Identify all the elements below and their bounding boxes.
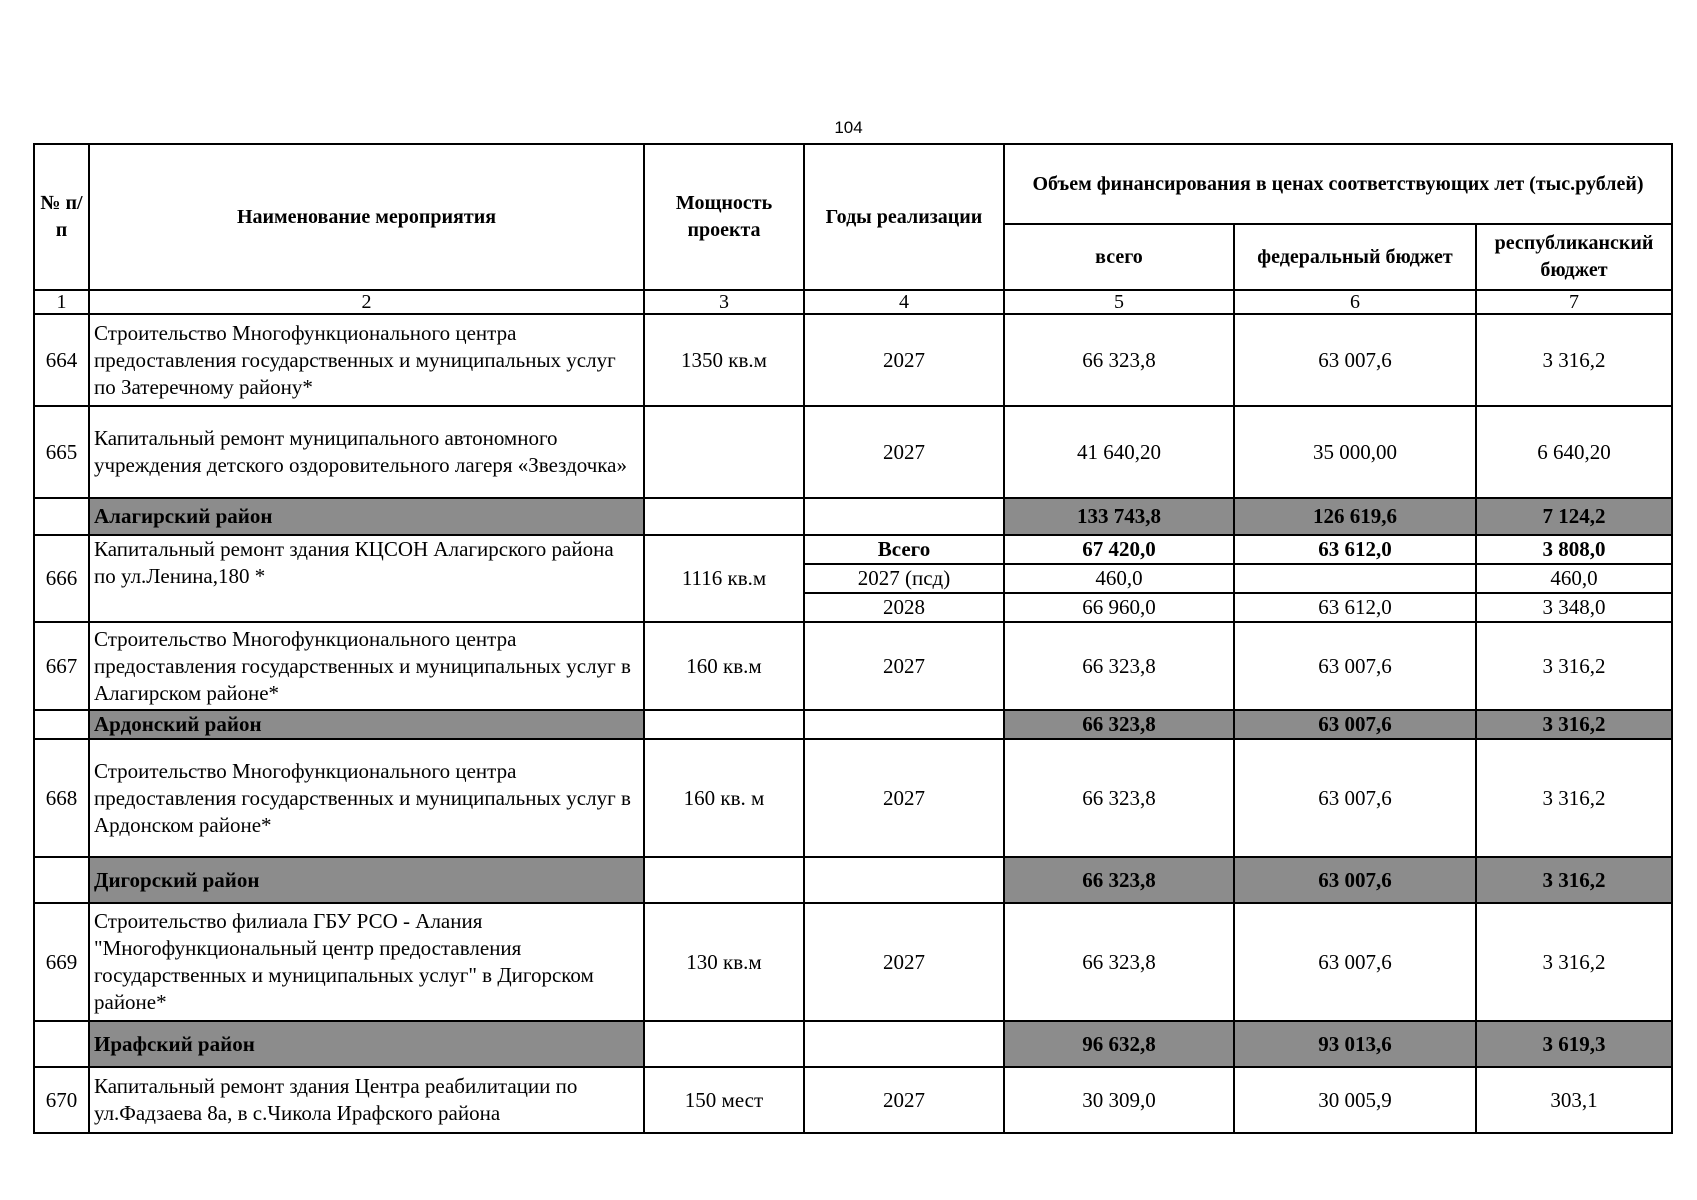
section-federal: 63 007,6 <box>1234 710 1476 739</box>
section-empty <box>644 498 804 535</box>
row-year: Всего <box>804 535 1004 564</box>
row-federal: 63 007,6 <box>1234 314 1476 406</box>
section-total: 66 323,8 <box>1004 710 1234 739</box>
row-year: 2027 <box>804 739 1004 857</box>
index-cell: 7 <box>1476 290 1672 314</box>
section-empty <box>804 498 1004 535</box>
row-republic: 3 808,0 <box>1476 535 1672 564</box>
row-power: 1116 кв.м <box>644 535 804 622</box>
row-name: Строительство Многофункционального центра предоставления государственных и муниципальных услуг по Затеречному району* <box>89 314 644 406</box>
row-number: 669 <box>34 903 89 1021</box>
row-republic: 6 640,20 <box>1476 406 1672 498</box>
row-name: Капитальный ремонт здания КЦСОН Алагирского района по ул.Ленина,180 * <box>89 535 644 622</box>
row-total: 66 323,8 <box>1004 622 1234 710</box>
row-year: 2027 <box>804 903 1004 1021</box>
section-empty <box>644 710 804 739</box>
table-row <box>34 739 1672 857</box>
index-cell: 6 <box>1234 290 1476 314</box>
row-year: 2027 <box>804 314 1004 406</box>
section-republic: 7 124,2 <box>1476 498 1672 535</box>
row-federal: 63 007,6 <box>1234 903 1476 1021</box>
row-number: 665 <box>34 406 89 498</box>
section-row-alagir <box>34 498 1672 535</box>
header-federal: федеральный бюджет <box>1234 224 1476 290</box>
section-federal: 63 007,6 <box>1234 857 1476 903</box>
index-cell: 3 <box>644 290 804 314</box>
row-name: Капитальный ремонт муниципального автономного учреждения детского оздоровительного лагеря «Звездочка» <box>89 406 644 498</box>
row-number: 667 <box>34 622 89 710</box>
section-republic: 3 619,3 <box>1476 1021 1672 1067</box>
section-total: 133 743,8 <box>1004 498 1234 535</box>
header-years: Годы реализации <box>804 144 1004 290</box>
section-empty <box>804 710 1004 739</box>
row-power: 160 кв.м <box>644 622 804 710</box>
table-row <box>34 622 1672 710</box>
row-total: 67 420,0 <box>1004 535 1234 564</box>
section-row-iraf <box>34 1021 1672 1067</box>
section-name: Дигорский район <box>89 857 644 903</box>
row-total: 66 323,8 <box>1004 903 1234 1021</box>
section-name: Ардонский район <box>89 710 644 739</box>
row-total: 66 323,8 <box>1004 739 1234 857</box>
section-name: Алагирский район <box>89 498 644 535</box>
row-power <box>644 406 804 498</box>
section-empty <box>34 710 89 739</box>
row-federal: 63 007,6 <box>1234 739 1476 857</box>
row-federal: 63 612,0 <box>1234 535 1476 564</box>
index-row <box>34 290 1672 314</box>
row-number: 664 <box>34 314 89 406</box>
row-republic: 3 316,2 <box>1476 739 1672 857</box>
header-funding: Объем финансирования в ценах соответствующих лет (тыс.рублей) <box>1004 144 1672 224</box>
row-power: 1350 кв.м <box>644 314 804 406</box>
header-total: всего <box>1004 224 1234 290</box>
row-total: 30 309,0 <box>1004 1067 1234 1133</box>
funding-table <box>33 143 1673 1134</box>
row-number: 670 <box>34 1067 89 1133</box>
row-name: Строительство филиала ГБУ РСО - Алания "Многофункциональный центр предоставления государственных и муниципальных услуг" в Дигорском районе* <box>89 903 644 1021</box>
row-republic: 303,1 <box>1476 1067 1672 1133</box>
row-year: 2027 <box>804 622 1004 710</box>
section-total: 96 632,8 <box>1004 1021 1234 1067</box>
row-year: 2028 <box>804 593 1004 622</box>
row-name: Строительство Многофункционального центра предоставления государственных и муниципальных услуг в Алагирском районе* <box>89 622 644 710</box>
row-total: 66 960,0 <box>1004 593 1234 622</box>
row-year: 2027 (псд) <box>804 564 1004 593</box>
row-year: 2027 <box>804 406 1004 498</box>
section-republic: 3 316,2 <box>1476 857 1672 903</box>
index-cell: 5 <box>1004 290 1234 314</box>
table-row <box>34 535 1672 564</box>
section-empty <box>644 1021 804 1067</box>
row-republic: 3 316,2 <box>1476 903 1672 1021</box>
table-row <box>34 314 1672 406</box>
row-republic: 460,0 <box>1476 564 1672 593</box>
section-row-digor <box>34 857 1672 903</box>
page-number: 104 <box>834 118 863 137</box>
row-power: 130 кв.м <box>644 903 804 1021</box>
row-total: 460,0 <box>1004 564 1234 593</box>
row-power: 160 кв. м <box>644 739 804 857</box>
row-federal: 35 000,00 <box>1234 406 1476 498</box>
section-row-ardon <box>34 710 1672 739</box>
row-republic: 3 316,2 <box>1476 314 1672 406</box>
header-republic: республиканский бюджет <box>1476 224 1672 290</box>
row-year: 2027 <box>804 1067 1004 1133</box>
row-name: Капитальный ремонт здания Центра реабилитации по ул.Фадзаева 8а, в с.Чикола Ирафского района <box>89 1067 644 1133</box>
section-empty <box>34 857 89 903</box>
table-row <box>34 903 1672 1021</box>
section-empty <box>34 1021 89 1067</box>
header-power: Мощность проекта <box>644 144 804 290</box>
row-federal: 30 005,9 <box>1234 1067 1476 1133</box>
section-name: Ирафский район <box>89 1021 644 1067</box>
row-number: 666 <box>34 535 89 622</box>
row-name: Строительство Многофункционального центра предоставления государственных и муниципальных услуг в Ардонском районе* <box>89 739 644 857</box>
index-cell: 2 <box>89 290 644 314</box>
header-no: № п/п <box>34 144 89 290</box>
row-total: 41 640,20 <box>1004 406 1234 498</box>
section-empty <box>644 857 804 903</box>
table-row <box>34 1067 1672 1133</box>
section-empty <box>34 498 89 535</box>
table-row <box>34 406 1672 498</box>
section-republic: 3 316,2 <box>1476 710 1672 739</box>
section-empty <box>804 857 1004 903</box>
row-republic: 3 348,0 <box>1476 593 1672 622</box>
row-republic: 3 316,2 <box>1476 622 1672 710</box>
row-federal: 63 007,6 <box>1234 622 1476 710</box>
header-name: Наименование мероприятия <box>89 144 644 290</box>
section-federal: 126 619,6 <box>1234 498 1476 535</box>
row-number: 668 <box>34 739 89 857</box>
row-federal: 63 612,0 <box>1234 593 1476 622</box>
row-total: 66 323,8 <box>1004 314 1234 406</box>
section-empty <box>804 1021 1004 1067</box>
index-cell: 4 <box>804 290 1004 314</box>
row-power: 150 мест <box>644 1067 804 1133</box>
section-total: 66 323,8 <box>1004 857 1234 903</box>
row-federal <box>1234 564 1476 593</box>
section-federal: 93 013,6 <box>1234 1021 1476 1067</box>
index-cell: 1 <box>34 290 89 314</box>
